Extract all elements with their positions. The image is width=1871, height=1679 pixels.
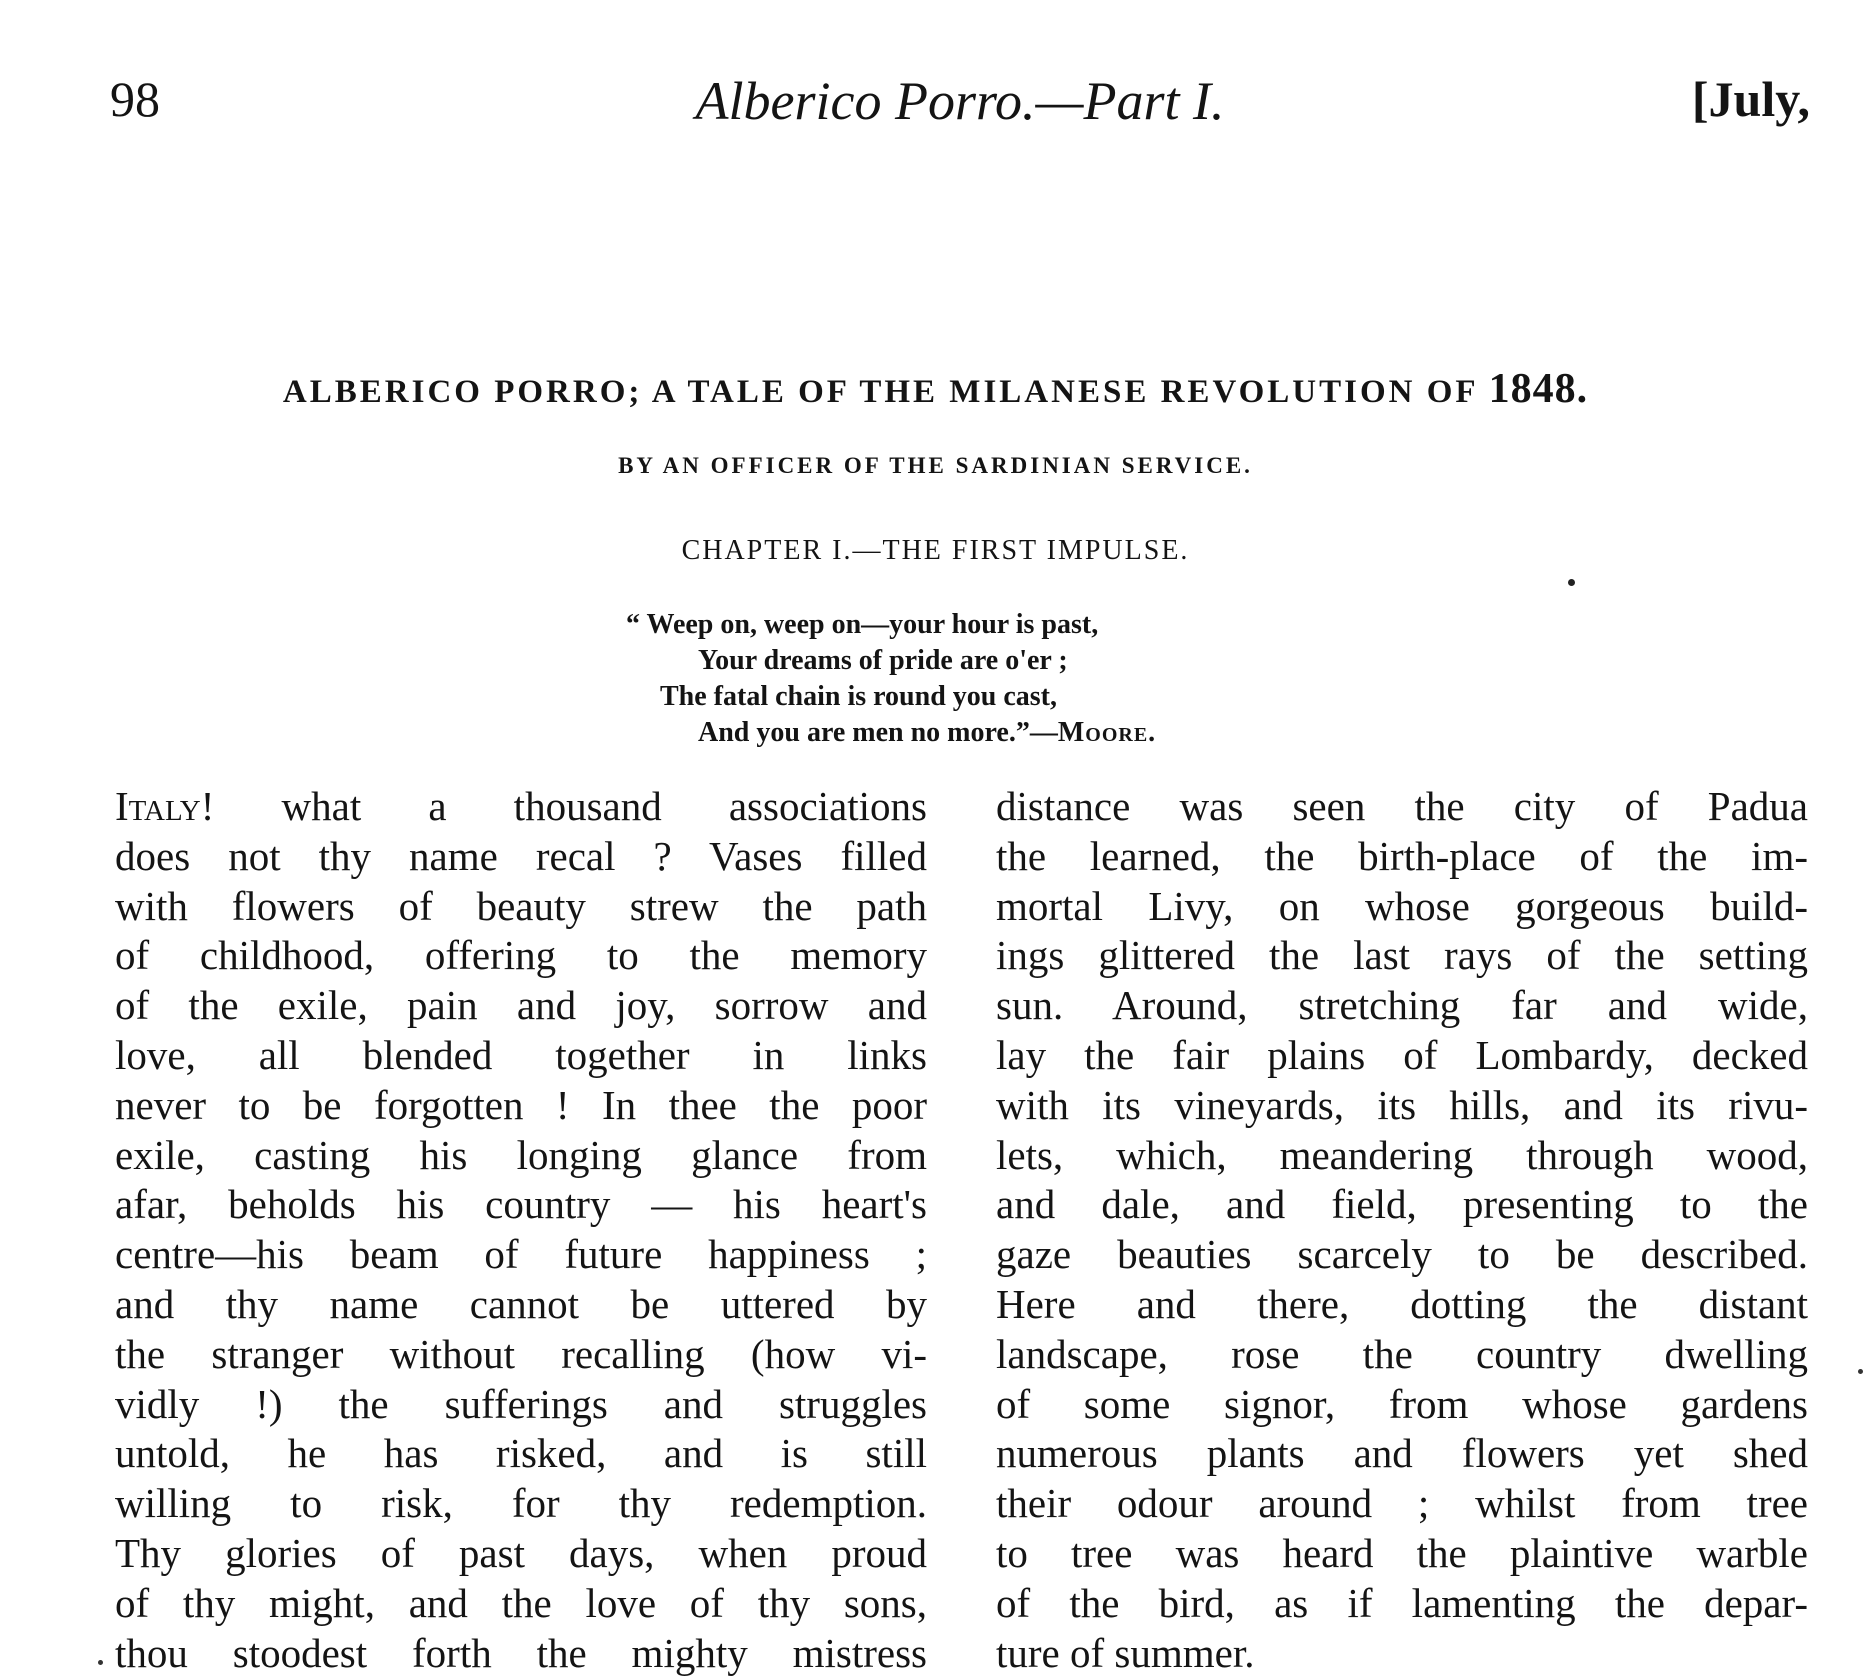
- running-title: Alberico Porro.—Part I.: [695, 71, 1225, 131]
- running-header: [110, 60, 1810, 150]
- epigraph-line: “ Weep on, weep on—your hour is past,: [626, 609, 1099, 640]
- text-line: with flowers of beauty strew the path: [115, 882, 927, 929]
- text-line: vidly !) the sufferings and struggles: [115, 1380, 927, 1427]
- text-line: the stranger without recalling (how vi-: [115, 1330, 927, 1377]
- opening-word: Italy: [115, 783, 201, 829]
- text-line: sun. Around, stretching far and wide,: [996, 982, 1808, 1029]
- text-line: lay the fair plains of Lombardy, decked: [996, 1031, 1808, 1078]
- text-line: the learned, the birth-place of the im-: [996, 832, 1808, 879]
- text-line: untold, he has risked, and is still: [115, 1430, 927, 1477]
- text-line: gaze beauties scarcely to be described.: [996, 1231, 1808, 1278]
- text-line-content: ! what a thousand associations: [200, 783, 927, 829]
- margin-speck: [98, 1660, 103, 1665]
- page-number: 98: [110, 71, 160, 127]
- text-line: thou stoodest forth the mighty mistress: [115, 1629, 927, 1676]
- epigraph-author: Moore.: [1057, 717, 1157, 748]
- chapter-heading: CHAPTER I.—THE FIRST IMPULSE.: [681, 535, 1190, 566]
- text-line: of some signor, from whose gardens: [996, 1380, 1808, 1427]
- text-line: of thy might, and the love of thy sons,: [115, 1579, 927, 1626]
- text-line: of the bird, as if lamenting the depar-: [996, 1579, 1808, 1626]
- text-line: love, all blended together in links: [115, 1031, 927, 1078]
- header-date: [July,: [1691, 71, 1810, 127]
- text-line: of the exile, pain and joy, sorrow and: [115, 982, 927, 1029]
- text-line: lets, which, meandering through wood,: [996, 1131, 1808, 1178]
- text-line: willing to risk, for thy redemption.: [115, 1480, 927, 1527]
- article-title-year: 1848.: [1488, 366, 1589, 412]
- text-line: and dale, and field, presenting to the: [996, 1181, 1808, 1228]
- text-line: does not thy name recal ? Vases filled: [115, 832, 927, 879]
- text-line: to tree was heard the plaintive warble: [996, 1529, 1808, 1576]
- text-line: exile, casting his longing glance from: [115, 1131, 927, 1178]
- text-line: distance was seen the city of Padua: [996, 783, 1808, 829]
- text-line: numerous plants and flowers yet shed: [996, 1430, 1808, 1477]
- text-line: [115, 782, 927, 832]
- print-speck: [1568, 579, 1575, 586]
- text-line: of childhood, offering to the memory: [115, 932, 927, 979]
- epigraph-line: And you are men no more.”—: [698, 717, 1058, 748]
- epigraph-line-with-author: [600, 715, 1360, 751]
- text-line: afar, beholds his country — his heart's: [115, 1181, 927, 1228]
- text-line: ture of summer.: [996, 1629, 1255, 1676]
- text-line: and thy name cannot be uttered by: [115, 1280, 927, 1327]
- text-line: landscape, rose the country dwelling: [996, 1330, 1808, 1377]
- left-column: [115, 782, 927, 1678]
- article-title-text: ALBERICO PORRO; A TALE OF THE MILANESE REVOLUTION OF: [282, 374, 1478, 410]
- text-line: with its vineyards, its hills, and its rivu-: [996, 1081, 1808, 1128]
- text-line: their odour around ; whilst from tree: [996, 1480, 1808, 1527]
- text-line: centre—his beam of future happiness ;: [115, 1231, 927, 1278]
- margin-speck: [1858, 1369, 1863, 1374]
- article-title: [0, 365, 1871, 413]
- text-line: ings glittered the last rays of the setting: [996, 932, 1808, 979]
- epigraph: [600, 607, 1360, 751]
- byline: BY AN OFFICER OF THE SARDINIAN SERVICE.: [618, 453, 1253, 478]
- text-line: mortal Livy, on whose gorgeous build-: [996, 882, 1808, 929]
- epigraph-line: The fatal chain is round you cast,: [660, 681, 1057, 712]
- text-line: Here and there, dotting the distant: [996, 1280, 1808, 1327]
- right-column: [996, 782, 1808, 1678]
- text-line: never to be forgotten ! In thee the poor: [115, 1081, 927, 1128]
- epigraph-line: Your dreams of pride are o'er ;: [698, 645, 1068, 676]
- text-line: Thy glories of past days, when proud: [115, 1529, 927, 1576]
